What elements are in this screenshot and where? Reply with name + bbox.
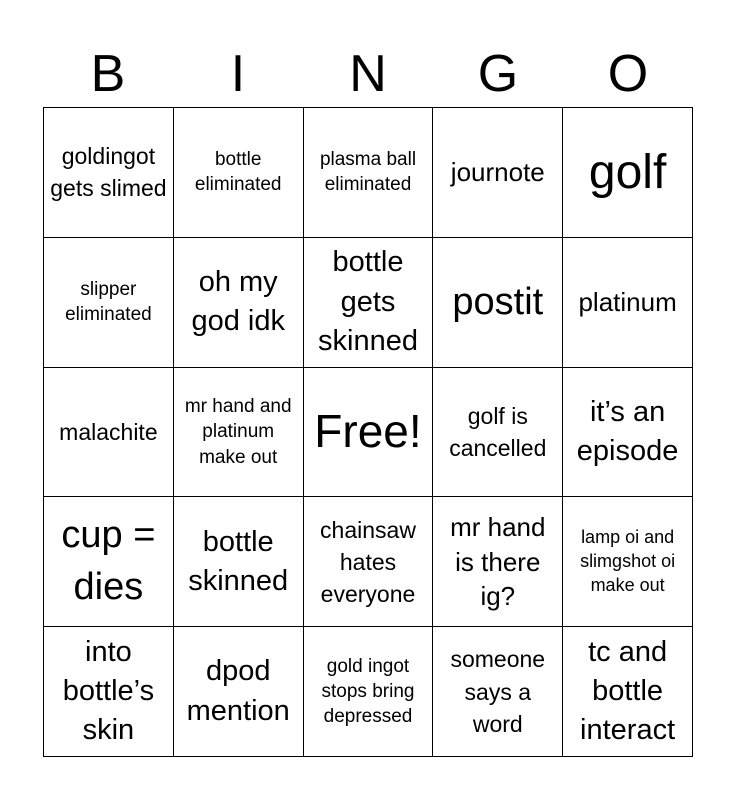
bingo-cell[interactable] — [433, 368, 563, 498]
cell-text: oh my god idk — [191, 266, 285, 338]
header-letter-n: N — [349, 45, 387, 103]
bingo-cell[interactable] — [174, 497, 304, 627]
bingo-cell[interactable] — [174, 108, 304, 238]
cell-text: mr hand and platinum make out — [184, 396, 292, 468]
cell-text: bottle eliminated — [194, 149, 282, 196]
header-letter-b: B — [90, 45, 126, 103]
bingo-cell[interactable] — [563, 108, 693, 238]
cell-text: platinum — [578, 286, 677, 317]
cell-text: bottle skinned — [188, 525, 289, 597]
bingo-cell[interactable] — [563, 627, 693, 757]
bingo-cell[interactable] — [433, 497, 563, 627]
cell-text: postit — [452, 280, 544, 323]
cell-text: chainsaw hates everyone — [320, 516, 416, 607]
cell-text: slipper eliminated — [65, 279, 152, 326]
cell-text: it’s an episode — [576, 395, 679, 467]
cell-text: journote — [450, 157, 545, 188]
cell-text: into bottle’s skin — [62, 635, 155, 747]
bingo-cell[interactable] — [44, 627, 174, 757]
bingo-cell[interactable] — [433, 108, 563, 238]
cell-text: plasma ball eliminated — [319, 149, 417, 196]
cell-text: bottle gets skinned — [318, 246, 418, 357]
cell-text: Free! — [314, 405, 422, 458]
bingo-cell[interactable] — [433, 627, 563, 757]
header-letter-g: G — [477, 45, 519, 103]
cell-text: malachite — [59, 418, 158, 445]
cell-text: dpod mention — [186, 655, 290, 727]
header-letter-i: I — [230, 45, 246, 103]
bingo-header — [43, 40, 693, 108]
cell-text: golf is cancelled — [449, 402, 547, 461]
cell-text: someone says a word — [450, 646, 546, 737]
bingo-card — [43, 107, 693, 757]
bingo-cell[interactable] — [304, 238, 434, 368]
bingo-cell[interactable] — [304, 108, 434, 238]
bingo-cell[interactable] — [563, 497, 693, 627]
bingo-cell[interactable] — [44, 368, 174, 498]
cell-text: golf — [588, 145, 667, 199]
cell-text: lamp oi and slimgshot oi make out — [580, 527, 676, 595]
bingo-cell[interactable] — [44, 238, 174, 368]
bingo-cell[interactable] — [433, 238, 563, 368]
bingo-cell[interactable] — [304, 368, 434, 498]
bingo-cell[interactable] — [174, 627, 304, 757]
cell-text: tc and bottle interact — [580, 635, 676, 747]
cell-text: gold ingot stops bring depressed — [321, 655, 415, 728]
bingo-cell[interactable] — [174, 238, 304, 368]
bingo-cell[interactable] — [563, 238, 693, 368]
bingo-cell[interactable] — [44, 497, 174, 627]
bingo-cell[interactable] — [44, 108, 174, 238]
cell-text: cup = dies — [61, 514, 156, 608]
cell-text: goldingot gets slimed — [50, 143, 167, 202]
cell-text: mr hand is there ig? — [450, 511, 546, 612]
header-letter-o: O — [607, 45, 649, 103]
bingo-cell[interactable] — [304, 497, 434, 627]
bingo-cell[interactable] — [174, 368, 304, 498]
bingo-cell[interactable] — [304, 627, 434, 757]
bingo-cell[interactable] — [563, 368, 693, 498]
